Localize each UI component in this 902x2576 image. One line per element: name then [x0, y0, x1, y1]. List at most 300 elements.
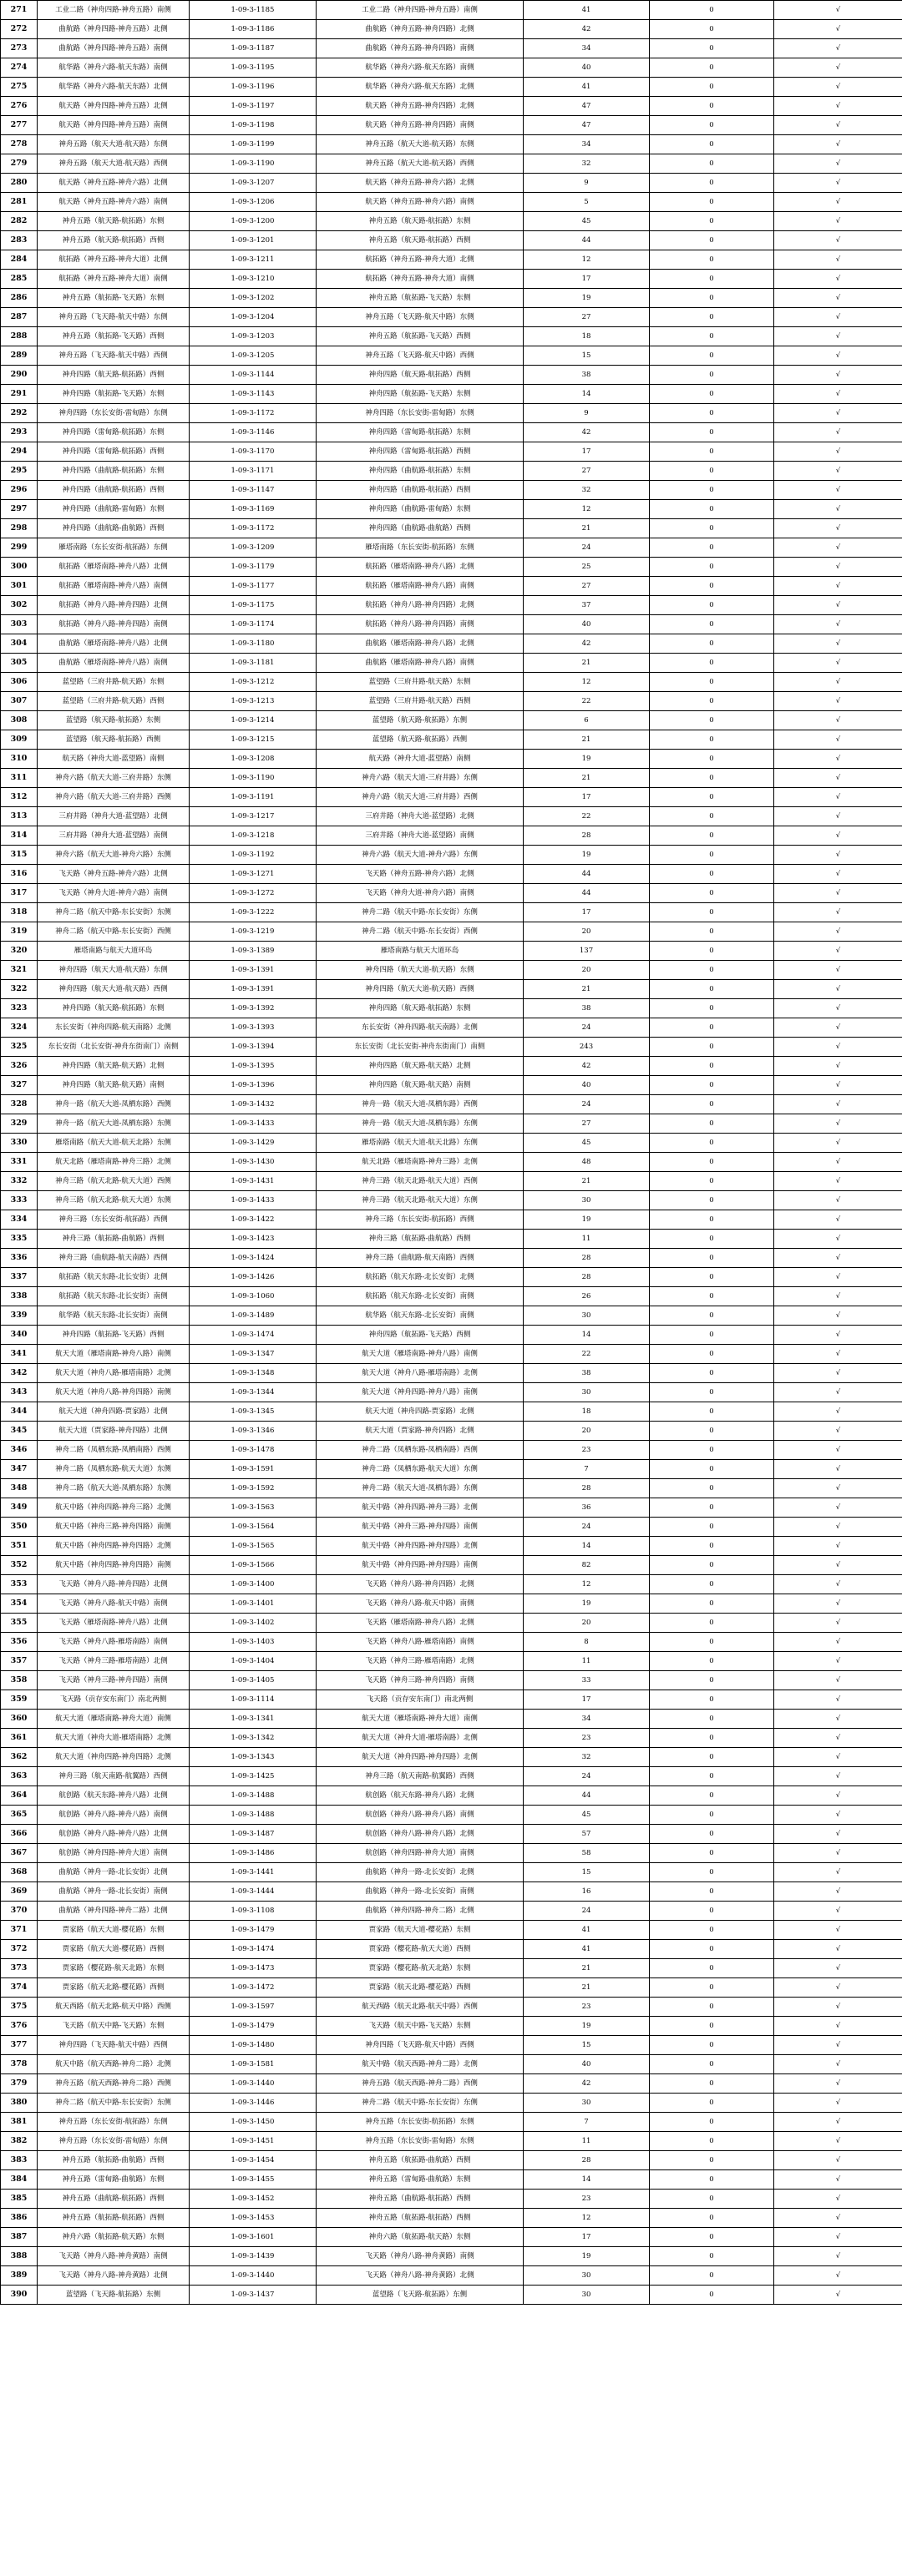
table-row — [1, 1825, 902, 1844]
location-cell: 神舟四路（航天大道-航天路）西侧 — [317, 980, 524, 999]
quantity-cell: 34 — [524, 39, 650, 58]
deficit-count-cell: 0 — [650, 289, 774, 308]
location-cell: 蓝望路（飞天路-航拓路）东侧 — [317, 2286, 524, 2305]
quantity-cell: 24 — [524, 1518, 650, 1537]
facility-code-cell: 1-09-3-1180 — [190, 634, 317, 654]
location-cell: 神舟五路（航天路-航拓路）东侧 — [317, 212, 524, 231]
status-check-cell: √ — [774, 538, 902, 558]
location-cell: 航天大道（神舟四路-神舟八路）南侧 — [317, 1383, 524, 1402]
location-cell: 航华路（神舟六路-航天东路）北侧 — [317, 78, 524, 97]
table-row — [1, 1959, 902, 1978]
quantity-cell: 30 — [524, 2286, 650, 2305]
deficit-count-cell: 0 — [650, 250, 774, 270]
status-check-cell: √ — [774, 654, 902, 673]
row-number-cell: 378 — [1, 2055, 38, 2074]
road-section-cell: 神舟三路（曲航路-航天南路）西侧 — [38, 1249, 190, 1268]
location-cell: 航华路（航天东路-北长安街）南侧 — [317, 1306, 524, 1326]
road-section-cell: 曲航路（神舟四路-神舟五路）北侧 — [38, 20, 190, 39]
quantity-cell: 58 — [524, 1844, 650, 1863]
status-check-cell: √ — [774, 1422, 902, 1441]
quantity-cell: 24 — [524, 1902, 650, 1921]
facility-code-cell: 1-09-3-1454 — [190, 2151, 317, 2170]
deficit-count-cell: 0 — [650, 385, 774, 404]
row-number-cell: 350 — [1, 1518, 38, 1537]
table-row — [1, 1018, 902, 1038]
table-row — [1, 2286, 902, 2305]
table-row — [1, 423, 902, 442]
table-row — [1, 903, 902, 922]
deficit-count-cell: 0 — [650, 2266, 774, 2286]
quantity-cell: 9 — [524, 404, 650, 423]
row-number-cell: 373 — [1, 1959, 38, 1978]
location-cell: 飞天路（神舟五路-神舟六路）北侧 — [317, 865, 524, 884]
road-section-cell: 航天大道（神舟八路-雁塔南路）北侧 — [38, 1364, 190, 1383]
row-number-cell: 382 — [1, 2132, 38, 2151]
row-number-cell: 341 — [1, 1345, 38, 1364]
table-row — [1, 1748, 902, 1767]
status-check-cell: √ — [774, 1210, 902, 1230]
facility-code-cell: 1-09-3-1440 — [190, 2266, 317, 2286]
table-row — [1, 1460, 902, 1479]
quantity-cell: 42 — [524, 634, 650, 654]
facility-code-cell: 1-09-3-1218 — [190, 826, 317, 846]
status-check-cell: √ — [774, 788, 902, 807]
deficit-count-cell: 0 — [650, 1729, 774, 1748]
deficit-count-cell: 0 — [650, 135, 774, 154]
location-cell: 雁塔南路（东长安街-航拓路）东侧 — [317, 538, 524, 558]
road-section-cell: 贾家路（航天大道-樱花路）西侧 — [38, 1940, 190, 1959]
facility-code-cell: 1-09-3-1405 — [190, 1671, 317, 1690]
quantity-cell: 21 — [524, 519, 650, 538]
row-number-cell: 296 — [1, 481, 38, 500]
facility-code-cell: 1-09-3-1170 — [190, 442, 317, 462]
location-cell: 蓝望路（航天路-航拓路）东侧 — [317, 711, 524, 730]
location-cell: 航天路（神舟五路-神舟四路）南侧 — [317, 116, 524, 135]
deficit-count-cell: 0 — [650, 1038, 774, 1057]
deficit-count-cell: 0 — [650, 1230, 774, 1249]
facility-code-cell: 1-09-3-1213 — [190, 692, 317, 711]
row-number-cell: 300 — [1, 558, 38, 577]
row-number-cell: 339 — [1, 1306, 38, 1326]
table-row — [1, 826, 902, 846]
road-section-cell: 神舟二路（航天中路-东长安街）东侧 — [38, 2094, 190, 2113]
deficit-count-cell: 0 — [650, 1057, 774, 1076]
road-section-cell: 航天路（神舟四路-神舟五路）南侧 — [38, 116, 190, 135]
facility-code-cell: 1-09-3-1192 — [190, 846, 317, 865]
quantity-cell: 12 — [524, 1575, 650, 1594]
status-check-cell: √ — [774, 2209, 902, 2228]
deficit-count-cell: 0 — [650, 1710, 774, 1729]
road-section-cell: 航天大道（神舟八路-神舟四路）南侧 — [38, 1383, 190, 1402]
road-section-cell: 神舟一路（航天大道-凤栖东路）西侧 — [38, 1095, 190, 1114]
table-row — [1, 1652, 902, 1671]
road-section-cell: 三府井路（神舟大道-蓝望路）南侧 — [38, 826, 190, 846]
row-number-cell: 364 — [1, 1786, 38, 1806]
quantity-cell: 20 — [524, 961, 650, 980]
table-row — [1, 500, 902, 519]
table-row — [1, 1690, 902, 1710]
quantity-cell: 21 — [524, 1172, 650, 1191]
row-number-cell: 305 — [1, 654, 38, 673]
location-cell: 神舟五路（飞天路-航天中路）东侧 — [317, 308, 524, 327]
road-section-cell: 神舟二路（航天大道-凤栖东路）东侧 — [38, 1479, 190, 1498]
status-check-cell: √ — [774, 385, 902, 404]
facility-code-cell: 1-09-3-1144 — [190, 366, 317, 385]
location-cell: 神舟五路（航天大道-航天路）东侧 — [317, 135, 524, 154]
table-row — [1, 1614, 902, 1633]
road-section-cell: 蓝望路（航天路-航拓路）西侧 — [38, 730, 190, 750]
quantity-cell: 57 — [524, 1825, 650, 1844]
row-number-cell: 304 — [1, 634, 38, 654]
quantity-cell: 12 — [524, 500, 650, 519]
row-number-cell: 272 — [1, 20, 38, 39]
quantity-cell: 40 — [524, 58, 650, 78]
deficit-count-cell: 0 — [650, 922, 774, 942]
location-cell: 神舟四路（曲航路-航拓路）东侧 — [317, 462, 524, 481]
table-row — [1, 174, 902, 193]
road-section-cell: 神舟五路（航拓路-飞天路）东侧 — [38, 289, 190, 308]
quantity-cell: 23 — [524, 1729, 650, 1748]
status-check-cell: √ — [774, 39, 902, 58]
row-number-cell: 389 — [1, 2266, 38, 2286]
road-section-cell: 航拓路（航天东路-北长安街）南侧 — [38, 1287, 190, 1306]
table-row — [1, 250, 902, 270]
table-row — [1, 2094, 902, 2113]
quantity-cell: 24 — [524, 1018, 650, 1038]
table-row — [1, 1057, 902, 1076]
status-check-cell: √ — [774, 500, 902, 519]
quantity-cell: 47 — [524, 116, 650, 135]
facility-code-cell: 1-09-3-1195 — [190, 58, 317, 78]
row-number-cell: 294 — [1, 442, 38, 462]
row-number-cell: 311 — [1, 769, 38, 788]
status-check-cell: √ — [774, 1825, 902, 1844]
road-section-cell: 航拓路（雁塔南路-神舟八路）北侧 — [38, 558, 190, 577]
road-section-cell: 航华路（神舟六路-航天东路）南侧 — [38, 58, 190, 78]
row-number-cell: 386 — [1, 2209, 38, 2228]
road-section-cell: 航天中路（神舟四路-神舟四路）北侧 — [38, 1537, 190, 1556]
quantity-cell: 82 — [524, 1556, 650, 1575]
row-number-cell: 322 — [1, 980, 38, 999]
location-cell: 航拓路（神舟八路-神舟四路）北侧 — [317, 596, 524, 615]
status-check-cell: √ — [774, 942, 902, 961]
road-section-cell: 飞天路（神舟八路-神舟黄路）南侧 — [38, 2247, 190, 2266]
deficit-count-cell: 0 — [650, 1959, 774, 1978]
quantity-cell: 19 — [524, 1594, 650, 1614]
row-number-cell: 285 — [1, 270, 38, 289]
row-number-cell: 325 — [1, 1038, 38, 1057]
deficit-count-cell: 0 — [650, 327, 774, 346]
table-row — [1, 1479, 902, 1498]
road-section-cell: 神舟六路（航天大道-神舟六路）东侧 — [38, 846, 190, 865]
deficit-count-cell: 0 — [650, 1518, 774, 1537]
location-cell: 曲航路（雁塔南路-神舟八路）北侧 — [317, 634, 524, 654]
facility-code-cell: 1-09-3-1219 — [190, 922, 317, 942]
deficit-count-cell: 0 — [650, 1748, 774, 1767]
row-number-cell: 348 — [1, 1479, 38, 1498]
deficit-count-cell: 0 — [650, 596, 774, 615]
quantity-cell: 47 — [524, 97, 650, 116]
deficit-count-cell: 0 — [650, 1998, 774, 2017]
status-check-cell: √ — [774, 615, 902, 634]
deficit-count-cell: 0 — [650, 308, 774, 327]
facility-code-cell: 1-09-3-1212 — [190, 673, 317, 692]
table-row — [1, 1306, 902, 1326]
quantity-cell: 28 — [524, 2151, 650, 2170]
facility-code-cell: 1-09-3-1478 — [190, 1441, 317, 1460]
road-section-cell: 神舟四路（航拓路-飞天路）西侧 — [38, 1326, 190, 1345]
deficit-count-cell: 0 — [650, 442, 774, 462]
status-check-cell: √ — [774, 1633, 902, 1652]
facility-code-cell: 1-09-3-1581 — [190, 2055, 317, 2074]
row-number-cell: 291 — [1, 385, 38, 404]
facility-code-cell: 1-09-3-1433 — [190, 1114, 317, 1134]
road-section-cell: 神舟五路（飞天路-航天中路）东侧 — [38, 308, 190, 327]
location-cell: 航拓路（神舟五路-神舟大道）南侧 — [317, 270, 524, 289]
facility-code-cell: 1-09-3-1344 — [190, 1383, 317, 1402]
location-cell: 神舟五路（东长安街-雷甸路）东侧 — [317, 2132, 524, 2151]
deficit-count-cell: 0 — [650, 97, 774, 116]
deficit-count-cell: 0 — [650, 423, 774, 442]
status-check-cell: √ — [774, 462, 902, 481]
row-number-cell: 353 — [1, 1575, 38, 1594]
quantity-cell: 28 — [524, 1249, 650, 1268]
table-row — [1, 2247, 902, 2266]
location-cell: 曲航路（神舟四路-神舟二路）北侧 — [317, 1902, 524, 1921]
row-number-cell: 315 — [1, 846, 38, 865]
status-check-cell: √ — [774, 1402, 902, 1422]
table-row — [1, 2266, 902, 2286]
facility-code-cell: 1-09-3-1393 — [190, 1018, 317, 1038]
location-cell: 神舟四路（航天路-航拓路）东侧 — [317, 999, 524, 1018]
deficit-count-cell: 0 — [650, 1479, 774, 1498]
road-section-cell: 飞天路（神舟五路-神舟六路）北侧 — [38, 865, 190, 884]
facility-code-cell: 1-09-3-1441 — [190, 1863, 317, 1882]
row-number-cell: 283 — [1, 231, 38, 250]
road-section-cell: 航天中路（神舟四路-神舟四路）南侧 — [38, 1556, 190, 1575]
table-row — [1, 1287, 902, 1306]
quantity-cell: 41 — [524, 1, 650, 20]
deficit-count-cell: 0 — [650, 2055, 774, 2074]
row-number-cell: 312 — [1, 788, 38, 807]
status-check-cell: √ — [774, 2055, 902, 2074]
facility-code-cell: 1-09-3-1451 — [190, 2132, 317, 2151]
table-row — [1, 2036, 902, 2055]
road-section-cell: 航拓路（雁塔南路-神舟八路）南侧 — [38, 577, 190, 596]
table-row — [1, 1, 902, 20]
status-check-cell: √ — [774, 2017, 902, 2036]
location-cell: 神舟五路（航天路-航拓路）西侧 — [317, 231, 524, 250]
table-row — [1, 1383, 902, 1402]
facility-code-cell: 1-09-3-1601 — [190, 2228, 317, 2247]
facility-code-cell: 1-09-3-1347 — [190, 1345, 317, 1364]
deficit-count-cell: 0 — [650, 58, 774, 78]
quantity-cell: 36 — [524, 1498, 650, 1518]
facility-code-cell: 1-09-3-1394 — [190, 1038, 317, 1057]
row-number-cell: 308 — [1, 711, 38, 730]
status-check-cell: √ — [774, 1326, 902, 1345]
road-section-cell: 曲航路（神舟四路-神舟二路）北侧 — [38, 1902, 190, 1921]
road-section-cell: 神舟五路（航拓路-曲航路）西侧 — [38, 2151, 190, 2170]
deficit-count-cell: 0 — [650, 1076, 774, 1095]
deficit-count-cell: 0 — [650, 769, 774, 788]
status-check-cell: √ — [774, 442, 902, 462]
facility-code-cell: 1-09-3-1190 — [190, 769, 317, 788]
location-cell: 神舟五路（航拓路-曲航路）西侧 — [317, 2151, 524, 2170]
row-number-cell: 367 — [1, 1844, 38, 1863]
quantity-cell: 7 — [524, 1460, 650, 1479]
row-number-cell: 356 — [1, 1633, 38, 1652]
status-check-cell: √ — [774, 2247, 902, 2266]
road-section-cell: 航天大道（神舟四路-神舟四路）北侧 — [38, 1748, 190, 1767]
row-number-cell: 347 — [1, 1460, 38, 1479]
deficit-count-cell: 0 — [650, 20, 774, 39]
status-check-cell: √ — [774, 577, 902, 596]
deficit-count-cell: 0 — [650, 519, 774, 538]
status-check-cell: √ — [774, 231, 902, 250]
road-section-cell: 雁塔南路与航天大道环岛 — [38, 942, 190, 961]
status-check-cell: √ — [774, 961, 902, 980]
quantity-cell: 21 — [524, 1978, 650, 1998]
road-section-cell: 神舟五路（东长安街-航拓路）东侧 — [38, 2113, 190, 2132]
table-row — [1, 346, 902, 366]
table-row — [1, 154, 902, 174]
status-check-cell: √ — [774, 423, 902, 442]
row-number-cell: 288 — [1, 327, 38, 346]
quantity-cell: 15 — [524, 346, 650, 366]
status-check-cell: √ — [774, 865, 902, 884]
quantity-cell: 27 — [524, 462, 650, 481]
quantity-cell: 28 — [524, 1268, 650, 1287]
row-number-cell: 286 — [1, 289, 38, 308]
facility-code-cell: 1-09-3-1426 — [190, 1268, 317, 1287]
deficit-count-cell: 0 — [650, 884, 774, 903]
road-section-cell: 神舟三路（东长安街-航拓路）西侧 — [38, 1210, 190, 1230]
facility-code-cell: 1-09-3-1479 — [190, 2017, 317, 2036]
road-section-cell: 航拓路（神舟八路-神舟四路）南侧 — [38, 615, 190, 634]
location-cell: 航天路（神舟五路-神舟四路）北侧 — [317, 97, 524, 116]
location-cell: 神舟六路（航拓路-航天路）东侧 — [317, 2228, 524, 2247]
location-cell: 航天大道（雁塔南路-神舟八路）南侧 — [317, 1345, 524, 1364]
quantity-cell: 21 — [524, 730, 650, 750]
location-cell: 神舟一路（航天大道-凤栖东路）西侧 — [317, 1095, 524, 1114]
table-row — [1, 673, 902, 692]
deficit-count-cell: 0 — [650, 1978, 774, 1998]
facility-code-cell: 1-09-3-1488 — [190, 1806, 317, 1825]
facility-code-cell: 1-09-3-1425 — [190, 1767, 317, 1786]
quantity-cell: 30 — [524, 1191, 650, 1210]
facility-code-cell: 1-09-3-1172 — [190, 404, 317, 423]
quantity-cell: 27 — [524, 308, 650, 327]
status-check-cell: √ — [774, 2113, 902, 2132]
facility-code-cell: 1-09-3-1429 — [190, 1134, 317, 1153]
quantity-cell: 137 — [524, 942, 650, 961]
location-cell: 神舟四路（曲航路-航拓路）西侧 — [317, 481, 524, 500]
road-section-cell: 飞天路（贡存安东南门）南北两侧 — [38, 1690, 190, 1710]
deficit-count-cell: 0 — [650, 1306, 774, 1326]
row-number-cell: 342 — [1, 1364, 38, 1383]
status-check-cell: √ — [774, 922, 902, 942]
facility-code-cell: 1-09-3-1191 — [190, 788, 317, 807]
deficit-count-cell: 0 — [650, 807, 774, 826]
facility-code-cell: 1-09-3-1199 — [190, 135, 317, 154]
facility-code-cell: 1-09-3-1402 — [190, 1614, 317, 1633]
status-check-cell: √ — [774, 1959, 902, 1978]
row-number-cell: 274 — [1, 58, 38, 78]
status-check-cell: √ — [774, 308, 902, 327]
deficit-count-cell: 0 — [650, 2132, 774, 2151]
location-cell: 东长安街（神舟四路-航天南路）北侧 — [317, 1018, 524, 1038]
facility-code-cell: 1-09-3-1391 — [190, 961, 317, 980]
status-check-cell: √ — [774, 2228, 902, 2247]
facility-code-cell: 1-09-3-1345 — [190, 1402, 317, 1422]
quantity-cell: 17 — [524, 270, 650, 289]
deficit-count-cell: 0 — [650, 577, 774, 596]
row-number-cell: 377 — [1, 2036, 38, 2055]
quantity-cell: 21 — [524, 769, 650, 788]
row-number-cell: 317 — [1, 884, 38, 903]
location-cell: 东长安街（北长安街-神舟东街南门）南侧 — [317, 1038, 524, 1057]
facility-code-cell: 1-09-3-1488 — [190, 1786, 317, 1806]
road-section-cell: 航天路（神舟五路-神舟六路）北侧 — [38, 174, 190, 193]
deficit-count-cell: 0 — [650, 2113, 774, 2132]
road-section-cell: 神舟六路（航天大道-三府井路）东侧 — [38, 769, 190, 788]
quantity-cell: 34 — [524, 135, 650, 154]
road-section-cell: 航天路（神舟四路-神舟五路）北侧 — [38, 97, 190, 116]
deficit-count-cell: 0 — [650, 346, 774, 366]
quantity-cell: 45 — [524, 1134, 650, 1153]
quantity-cell: 44 — [524, 884, 650, 903]
facility-code-cell: 1-09-3-1404 — [190, 1652, 317, 1671]
road-section-cell: 神舟五路（航天大道-航天路）西侧 — [38, 154, 190, 174]
table-row — [1, 39, 902, 58]
road-section-cell: 贾家路（樱花路-航天北路）东侧 — [38, 1959, 190, 1978]
road-section-cell: 雁塔南路（东长安街-航拓路）东侧 — [38, 538, 190, 558]
facility-code-cell: 1-09-3-1146 — [190, 423, 317, 442]
location-cell: 航拓路（神舟五路-神舟大道）北侧 — [317, 250, 524, 270]
row-number-cell: 388 — [1, 2247, 38, 2266]
road-section-cell: 神舟二路（凤栖东路-航天大道）东侧 — [38, 1460, 190, 1479]
facility-code-cell: 1-09-3-1204 — [190, 308, 317, 327]
table-row — [1, 1998, 902, 2017]
row-number-cell: 380 — [1, 2094, 38, 2113]
quantity-cell: 45 — [524, 212, 650, 231]
deficit-count-cell: 0 — [650, 826, 774, 846]
location-cell: 贾家路（航天大道-樱花路）东侧 — [317, 1921, 524, 1940]
facility-code-cell: 1-09-3-1114 — [190, 1690, 317, 1710]
status-check-cell: √ — [774, 980, 902, 999]
quantity-cell: 14 — [524, 385, 650, 404]
deficit-count-cell: 0 — [650, 942, 774, 961]
deficit-count-cell: 0 — [650, 1326, 774, 1345]
status-check-cell: √ — [774, 1518, 902, 1537]
location-cell: 航天大道（神舟四路-贾家路）北侧 — [317, 1402, 524, 1422]
deficit-count-cell: 0 — [650, 231, 774, 250]
row-number-cell: 374 — [1, 1978, 38, 1998]
deficit-count-cell: 0 — [650, 1441, 774, 1460]
quantity-cell: 12 — [524, 2209, 650, 2228]
deficit-count-cell: 0 — [650, 174, 774, 193]
deficit-count-cell: 0 — [650, 711, 774, 730]
deficit-count-cell: 0 — [650, 366, 774, 385]
location-cell: 航创路（神舟八路-神舟八路）南侧 — [317, 1806, 524, 1825]
quantity-cell: 27 — [524, 1114, 650, 1134]
row-number-cell: 282 — [1, 212, 38, 231]
status-check-cell: √ — [774, 1978, 902, 1998]
facility-code-cell: 1-09-3-1453 — [190, 2209, 317, 2228]
status-check-cell: √ — [774, 1364, 902, 1383]
status-check-cell: √ — [774, 250, 902, 270]
